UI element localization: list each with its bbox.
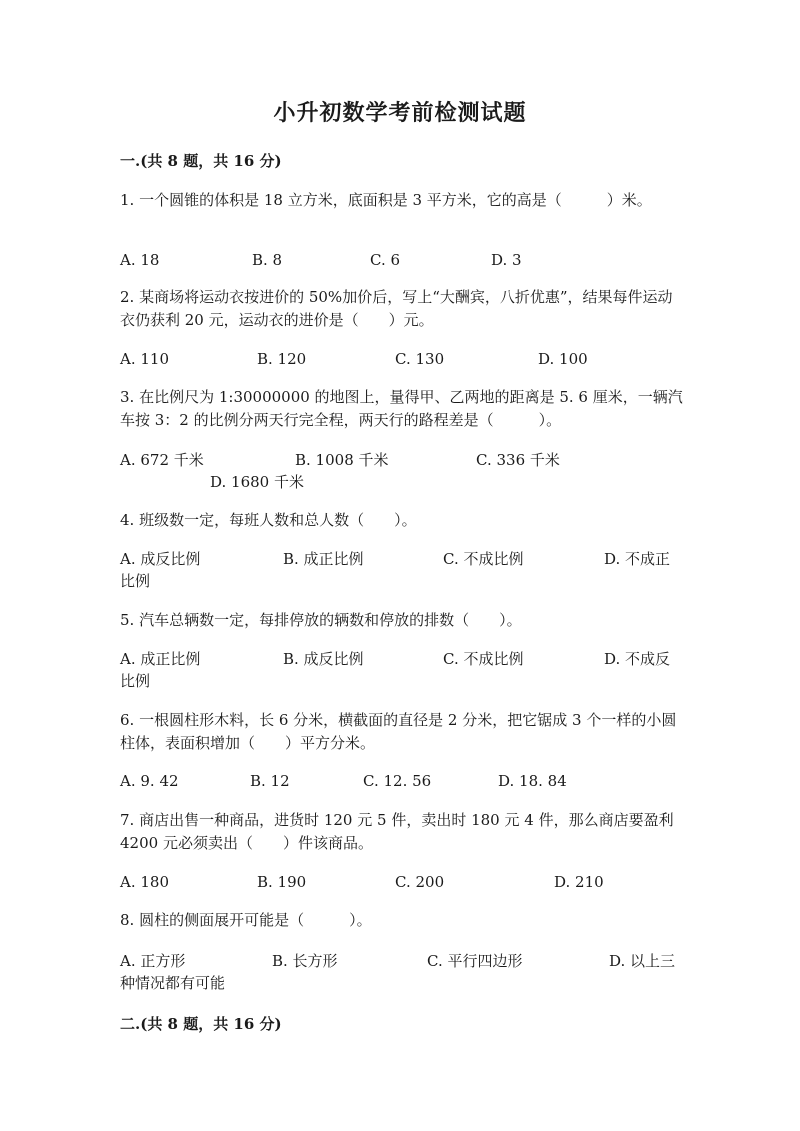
option-c: C. 6	[370, 251, 401, 269]
option-d: D. 3	[491, 251, 522, 269]
option-a: A. 110	[120, 350, 169, 368]
option-a: A. 672 千米	[120, 451, 204, 469]
option-b: B. 成正比例	[283, 550, 364, 568]
page-title: 小升初数学考前检测试题	[273, 100, 527, 126]
question-5: 5. 汽车总辆数一定，每排停放的辆数和停放的排数（ ）。	[120, 611, 522, 629]
option-d: D. 100	[538, 350, 588, 368]
option-a: A. 18	[120, 251, 160, 269]
option-c: C. 12. 56	[363, 772, 432, 790]
option-c: C. 平行四边形	[427, 952, 523, 970]
question-4: 4. 班级数一定，每班人数和总人数（ ）。	[120, 511, 417, 529]
option-d: D. 以上三种情况都有可能	[120, 952, 676, 992]
option-a: A. 成正比例	[120, 650, 201, 668]
option-b: B. 120	[257, 350, 307, 368]
option-d: D. 不成正比例	[120, 550, 671, 590]
question-8: 8. 圆柱的侧面展开可能是（ ）。	[120, 911, 372, 929]
option-b: B. 8	[252, 251, 283, 269]
option-c: C. 336 千米	[476, 451, 560, 469]
option-c: C. 不成比例	[443, 550, 524, 568]
question-3: 3. 在比例尺为 1:30000000 的地图上，量得甲、乙两地的距离是 5. 6 厘米，一辆汽车按 3：2 的比例分两天行完全程，两天行的路程差是（ ）。	[120, 388, 683, 429]
option-d: D. 210	[554, 873, 604, 891]
option-d: D. 1680 千米	[210, 473, 304, 491]
option-a: A. 正方形	[120, 952, 186, 970]
question-1: 1. 一个圆锥的体积是 18 立方米，底面积是 3 平方米，它的高是（ ）米。	[120, 191, 652, 209]
option-b: B. 1008 千米	[295, 451, 389, 469]
option-b: B. 长方形	[272, 952, 338, 970]
question-2: 2. 某商场将运动衣按进价的 50%加价后，写上“大酬宾，八折优惠”，结果每件运动衣仍获利 20 元，运动衣的进价是（ ）元。	[120, 288, 673, 329]
option-a: A. 成反比例	[120, 550, 201, 568]
option-b: B. 12	[250, 772, 290, 790]
option-c: C. 不成比例	[443, 650, 524, 668]
option-a: A. 180	[120, 873, 169, 891]
question-6: 6. 一根圆柱形木料，长 6 分米，横截面的直径是 2 分米，把它锯成 3 个一样的小圆柱体，表面积增加（ ）平方分米。	[120, 711, 677, 752]
question-7: 7. 商店出售一种商品，进货时 120 元 5 件，卖出时 180 元 4 件，那么商店要盈利 4200 元必须卖出（ ）件该商品。	[120, 811, 674, 852]
section-heading-2: 二.(共 8 题，共 16 分)	[120, 1015, 282, 1033]
option-b: B. 成反比例	[283, 650, 364, 668]
option-d: D. 不成反比例	[120, 650, 671, 690]
section-heading-1: 一.(共 8 题，共 16 分)	[120, 152, 282, 170]
option-c: C. 200	[395, 873, 445, 891]
option-d: D. 18. 84	[498, 772, 567, 790]
option-a: A. 9. 42	[120, 772, 179, 790]
option-b: B. 190	[257, 873, 307, 891]
option-c: C. 130	[395, 350, 445, 368]
